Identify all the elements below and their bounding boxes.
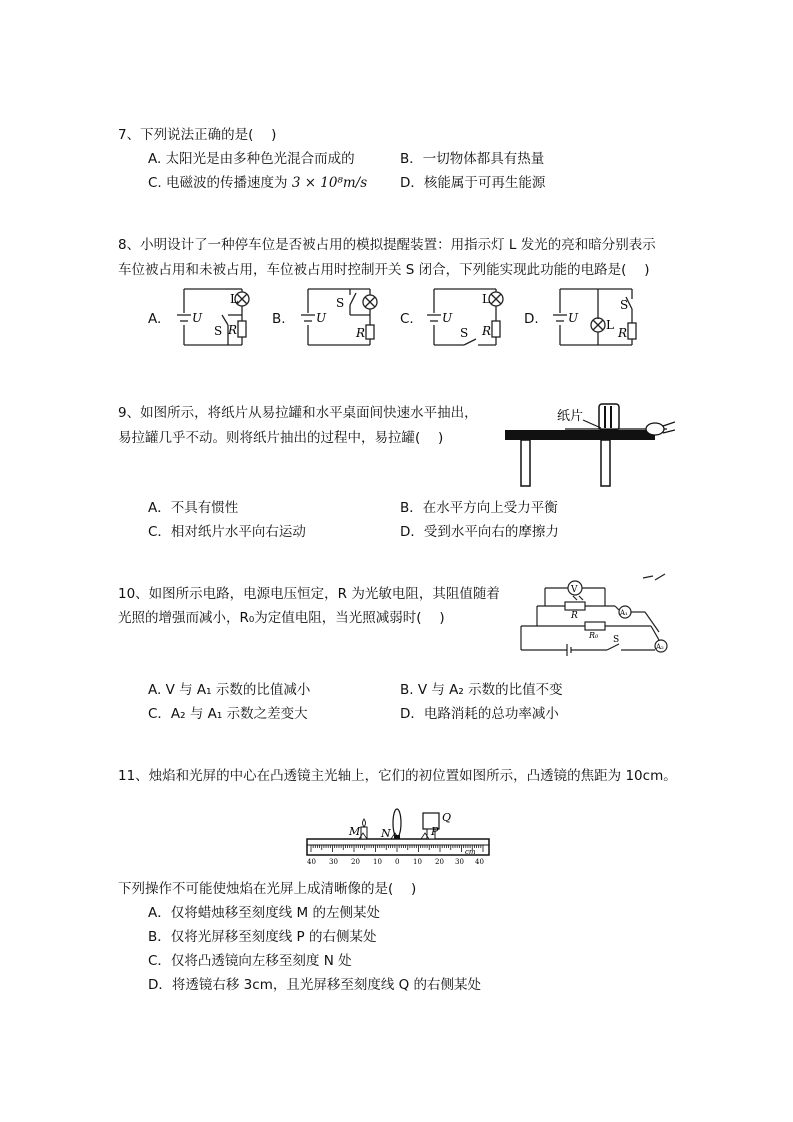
q11-prompt: 下列操作不可能使烛焰在光屏上成清晰像的是( ) bbox=[118, 881, 417, 897]
q8-option-d-label: D. bbox=[524, 311, 539, 327]
q8-circuit-a bbox=[170, 285, 260, 351]
q10-option-a: A. V 与 A₁ 示数的比值减小 bbox=[148, 682, 311, 698]
q11-ruler-mark: 40 bbox=[307, 858, 316, 866]
q8a-label-s: S bbox=[214, 324, 223, 338]
q11-ruler-unit: cm bbox=[465, 848, 476, 856]
q11-ruler-mark: 0 bbox=[395, 858, 400, 866]
q11-label-m: M bbox=[349, 825, 361, 838]
q11-label-q: Q bbox=[442, 811, 452, 824]
q9-stem-line1: 9、如图所示，将纸片从易拉罐和水平桌面间快速水平抽出， bbox=[118, 405, 478, 421]
q7-option-c-math: 3 × 10⁸m/s bbox=[291, 175, 368, 191]
q10-circuit-figure bbox=[515, 572, 683, 662]
q8d-label-u: U bbox=[568, 311, 579, 325]
q11-option-b: B．仅将光屏移至刻度线 P 的右侧某处 bbox=[148, 929, 377, 945]
q8-stem-line2: 车位被占用和未被占用，车位被占用时控制开关 S 闭合，下列能实现此功能的电路是( ) bbox=[118, 262, 650, 278]
q10-fig-label-r0: R₀ bbox=[589, 631, 599, 640]
q7-option-c bbox=[148, 171, 367, 191]
q8-option-b-label: B. bbox=[272, 311, 286, 327]
q9-option-c: C．相对纸片水平向右运动 bbox=[148, 524, 306, 540]
q8c-label-s: S bbox=[460, 326, 469, 340]
q9-option-d: D．受到水平向右的摩擦力 bbox=[400, 524, 559, 540]
q11-ruler-mark: 30 bbox=[455, 858, 464, 866]
q8a-label-r: R bbox=[228, 323, 238, 337]
q8b-label-r: R bbox=[356, 326, 366, 340]
q9-stem-line2: 易拉罐几乎不动。则将纸片抽出的过程中，易拉罐( ) bbox=[118, 430, 444, 446]
q9-option-a: A．不具有惯性 bbox=[148, 500, 239, 516]
q10-option-d: D．电路消耗的总功率减小 bbox=[400, 706, 559, 722]
q8b-label-s: S bbox=[336, 296, 345, 310]
q8c-label-l: L bbox=[482, 292, 490, 306]
q11-ruler-mark: 20 bbox=[351, 858, 360, 866]
q11-label-p: P bbox=[431, 825, 439, 838]
q7-stem: 7、下列说法正确的是( ) bbox=[118, 127, 277, 143]
q10-fig-label-v: V bbox=[571, 585, 578, 595]
q10-fig-label-s: S bbox=[613, 635, 620, 645]
q11-label-n: N bbox=[381, 827, 391, 840]
q8d-label-r: R bbox=[618, 326, 628, 340]
q8-circuit-c bbox=[420, 285, 510, 351]
q8-circuit-b bbox=[294, 285, 384, 351]
q7-option-d: D．核能属于可再生能源 bbox=[400, 175, 546, 191]
q9-option-b: B．在水平方向上受力平衡 bbox=[400, 500, 558, 516]
q8b-label-u: U bbox=[316, 311, 327, 325]
q8d-label-l: L bbox=[606, 318, 614, 332]
q8a-label-u: U bbox=[192, 311, 203, 325]
q8-option-a-label: A. bbox=[148, 311, 162, 327]
q10-fig-label-a2: A₂ bbox=[656, 643, 664, 651]
q11-option-c: C．仅将凸透镜向左移至刻度 N 处 bbox=[148, 953, 352, 969]
q10-option-b: B. V 与 A₂ 示数的比值不变 bbox=[400, 682, 563, 698]
q10-stem-line1: 10、如图所示电路，电源电压恒定，R 为光敏电阻，其阻值随着 bbox=[118, 586, 500, 602]
q11-option-d: D．将透镜右移 3cm，且光屏移至刻度线 Q 的右侧某处 bbox=[148, 977, 482, 993]
q11-ruler-mark: 10 bbox=[413, 858, 422, 866]
q11-ruler-mark: 30 bbox=[329, 858, 338, 866]
q11-ruler-mark: 20 bbox=[435, 858, 444, 866]
q11-stem: 11、烛焰和光屏的中心在凸透镜主光轴上，它们的初位置如图所示，凸透镜的焦距为 10cm。 bbox=[118, 768, 677, 784]
q8c-label-u: U bbox=[442, 311, 453, 325]
q10-stem-line2: 光照的增强而减小，R₀为定值电阻，当光照减弱时( ) bbox=[118, 610, 445, 626]
q8d-label-s: S bbox=[620, 298, 629, 312]
q8c-label-r: R bbox=[482, 324, 492, 338]
q11-ruler-mark: 40 bbox=[475, 858, 484, 866]
q9-table-can-figure bbox=[505, 398, 675, 490]
q8-option-c-label: C. bbox=[400, 311, 414, 327]
q9-fig-label-paper: 纸片 bbox=[557, 409, 584, 424]
q11-option-a: A．仅将蜡烛移至刻度线 M 的左侧某处 bbox=[148, 905, 380, 921]
q7-option-b: B．一切物体都具有热量 bbox=[400, 151, 545, 167]
q10-fig-label-a1: A₁ bbox=[620, 609, 628, 617]
q8a-label-l: L bbox=[230, 292, 238, 306]
q7-option-c-text: C. 电磁波的传播速度为 bbox=[148, 175, 288, 191]
q11-optical-bench-figure bbox=[305, 805, 491, 869]
q8-circuit-d bbox=[548, 285, 644, 351]
q8-stem-line1: 8、小明设计了一种停车位是否被占用的模拟提醒装置：用指示灯 L 发光的亮和暗分别表示 bbox=[118, 237, 656, 253]
q10-option-c: C．A₂ 与 A₁ 示数之差变大 bbox=[148, 706, 308, 722]
q10-fig-label-r: R bbox=[571, 611, 578, 621]
q11-ruler-mark: 10 bbox=[373, 858, 382, 866]
q7-option-a: A. 太阳光是由多种色光混合而成的 bbox=[148, 151, 355, 167]
